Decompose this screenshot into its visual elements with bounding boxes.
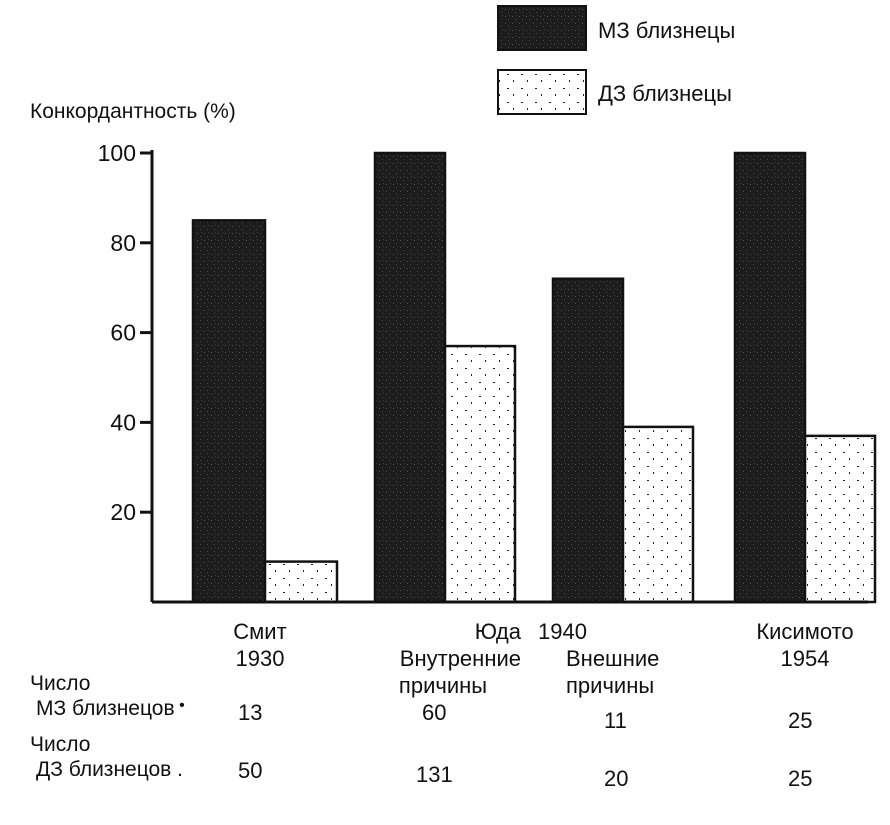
bar-dz	[265, 562, 337, 602]
group-label-line: Внешние	[566, 646, 660, 671]
dz-count-label-dot: .	[171, 758, 184, 781]
group-label-line: 1954	[780, 646, 830, 671]
legend-swatch-dz	[498, 70, 586, 114]
legend	[498, 6, 735, 114]
bars	[193, 153, 875, 602]
mz-count-yuda: 60	[422, 700, 447, 725]
group-label-kishimoto	[735, 618, 875, 672]
y-tick-label: 40	[110, 409, 136, 436]
bar-mz	[193, 220, 265, 602]
bar-dz	[445, 346, 515, 602]
dz-count-smith: 50	[238, 758, 263, 783]
mz-count-1940: 11	[604, 708, 627, 733]
mz-count-label-line1: Число	[30, 672, 91, 695]
dz-count-label-line1: Число	[30, 733, 91, 756]
y-tick-label: 60	[110, 319, 136, 346]
group-label-line: 1940	[538, 619, 587, 644]
legend-swatch-mz	[498, 6, 586, 50]
dz-count-1940: 20	[604, 766, 629, 791]
y-tick-label: 80	[110, 229, 136, 256]
dz-count-kishimoto: 25	[788, 766, 813, 791]
y-tick-label: 20	[110, 499, 136, 526]
bar-dz	[623, 427, 693, 602]
group-label-line: Смит	[233, 619, 287, 644]
mz-count-label-text: МЗ близнецов	[36, 697, 175, 720]
group-label-1940	[538, 618, 688, 699]
dz-count-yuda: 131	[416, 762, 453, 787]
dz-count-label-text: ДЗ близнецов	[36, 758, 172, 781]
mz-count-smith: 13	[238, 700, 263, 725]
mz-count-kishimoto: 25	[788, 708, 813, 733]
mz-count-label-dot: •	[174, 697, 185, 714]
group-label-line: причины	[398, 673, 488, 698]
y-axis-ticks	[98, 140, 152, 525]
group-label-line: причины	[566, 673, 655, 698]
group-label-line: 1930	[235, 646, 285, 671]
bar-mz	[553, 279, 623, 602]
legend-label-mz: МЗ близнецы	[598, 18, 736, 43]
group-label-line: Кисимото	[756, 619, 854, 644]
group-label-line: Внутренние	[399, 646, 521, 671]
mz-count-label-line2	[36, 697, 185, 721]
group-label-line: Юда	[474, 619, 521, 644]
legend-label-dz: ДЗ близнецы	[598, 81, 732, 106]
group-label-smith	[215, 618, 305, 672]
dz-count-label-line2	[36, 758, 183, 782]
group-label-yuda	[365, 618, 521, 699]
bar-dz	[805, 436, 875, 602]
bar-mz	[375, 153, 445, 602]
y-tick-label: 100	[97, 140, 136, 166]
bar-mz	[735, 153, 805, 602]
y-axis-label: Конкордантность (%)	[30, 100, 236, 123]
